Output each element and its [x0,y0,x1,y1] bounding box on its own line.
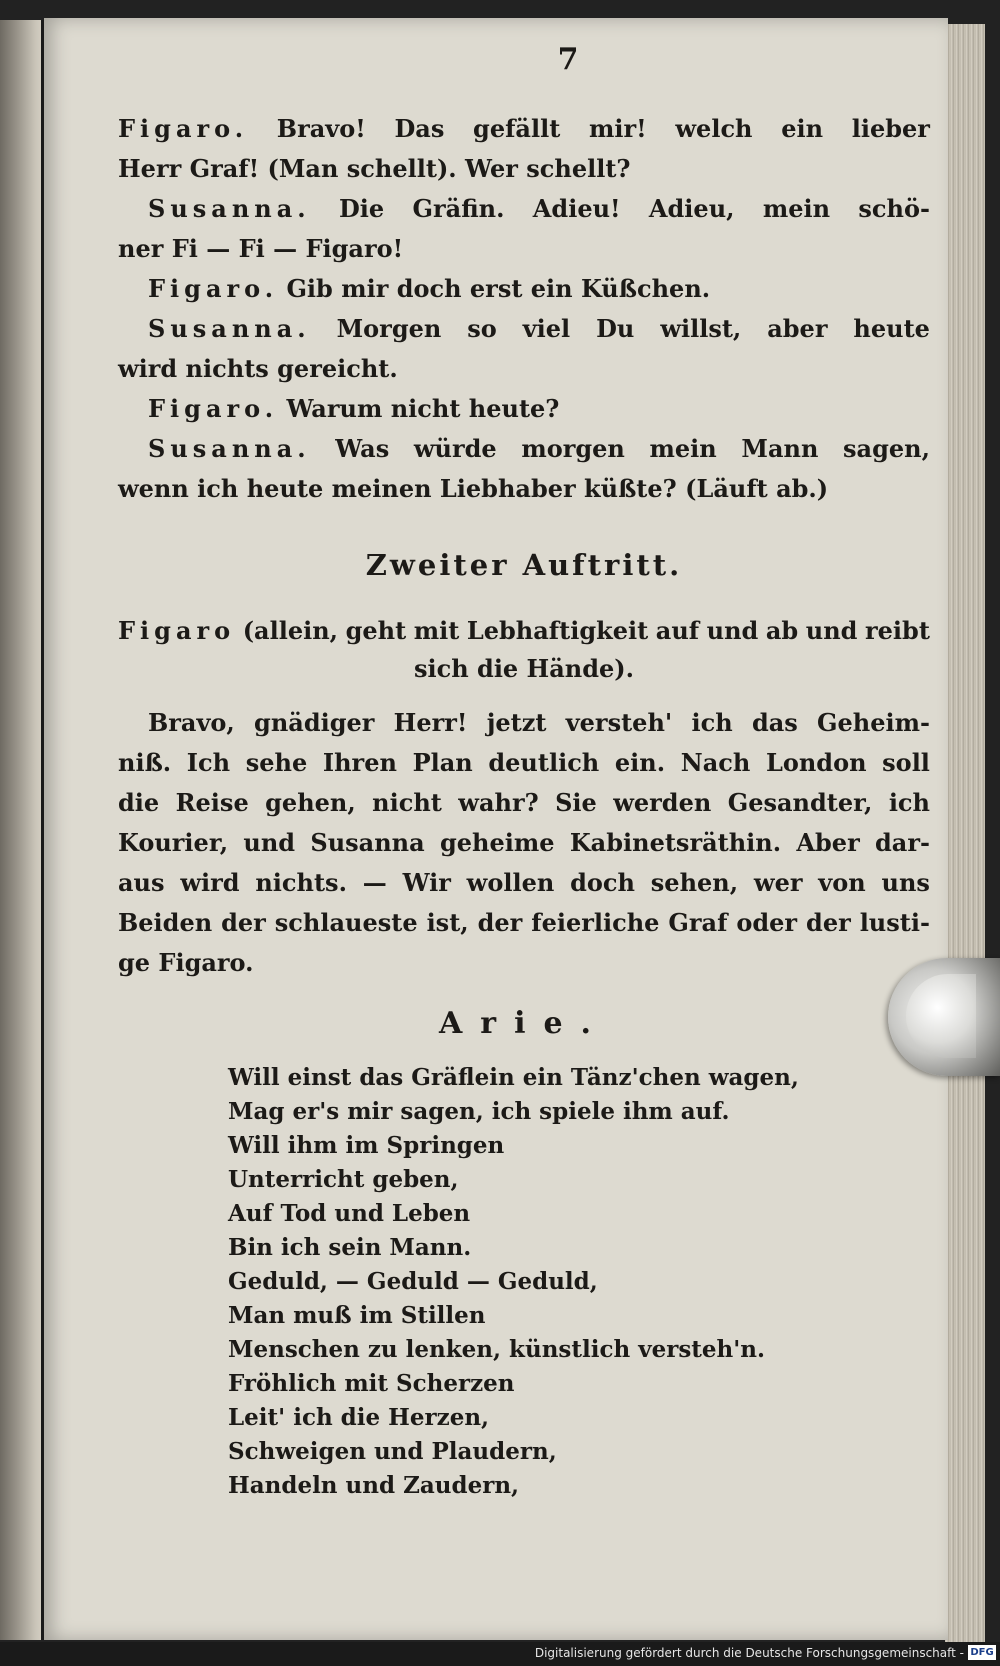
word: nichts. [255,868,347,897]
word: mir! [588,114,647,143]
monologue-line [148,708,930,737]
verse-line: Handeln und Zaudern, [228,1472,520,1499]
word: von [818,868,866,897]
stage-direction-line: sich die Hände). [413,654,634,683]
word: Bravo! [276,114,366,143]
word: sehen, [650,868,739,897]
word: willst, [660,314,742,343]
dialogue-line [148,394,559,423]
word: Du [596,314,635,343]
word: (allein, [242,616,339,645]
dialogue-line: Herr Graf! (Man schellt). Wer schellt? [118,154,631,183]
word: Plan [412,748,473,777]
word: Das [394,114,445,143]
word: Bravo, [148,708,235,737]
scene-heading: Zweiter Auftritt. [365,548,683,582]
speaker-name: Susanna. [148,314,311,343]
word: Kabinetsräthin. [569,828,782,857]
word: ein [781,114,824,143]
word: wahr? [458,788,539,817]
verse-line: Geduld, — Geduld — Geduld, [228,1268,598,1295]
speaker-name: Susanna. [148,194,311,223]
dialogue-line [118,114,930,143]
monologue-line [118,908,930,937]
monologue-line [118,788,930,817]
word: Gesandter, [727,788,873,817]
dialogue-line: wenn ich heute meinen Liebhaber küßte? (Läuft ab.) [118,474,829,503]
word: die [118,788,160,817]
verse-line: Man muß im Stillen [228,1302,486,1329]
dialogue-line [148,314,930,343]
aria-heading: Arie. [438,1006,609,1041]
word: ist, [426,908,469,937]
word: lieber [851,114,930,143]
word: dar- [875,828,930,857]
word: sehe [245,748,308,777]
word: sagen, [843,434,930,463]
word: gnädiger [254,708,375,737]
monologue-line [118,868,930,897]
word: oder [736,908,798,937]
word: Adieu! [532,194,621,223]
word: jetzt [486,708,547,737]
word: Mann [741,434,819,463]
word: Sie [555,788,597,817]
word: Morgen [336,314,442,343]
verse-line: Menschen zu lenken, künstlich versteh'n. [228,1336,766,1363]
word: mein [649,434,717,463]
page-stack-edge [945,24,985,1642]
word: würde [413,434,497,463]
word: schlaueste [274,908,418,937]
word: deutlich [488,748,600,777]
dfg-logo-icon: DFG [968,1645,996,1660]
word: Nach [680,748,751,777]
word: soll [882,748,930,777]
word: Kourier, [118,828,229,857]
word: Geheim- [817,708,930,737]
verse-line: Unterricht geben, [228,1166,459,1193]
speaker-name: Figaro [118,616,236,645]
verse-line: Bin ich sein Mann. [228,1234,472,1261]
word: Was [335,434,390,463]
word: heute [853,314,930,343]
monologue-line [118,748,930,777]
word: Die [338,194,385,223]
word: ab [765,616,799,645]
word: Lebhaftigkeit [466,616,649,645]
dialogue-line [148,274,710,303]
word: London [765,748,867,777]
dialogue-text: Warum nicht heute? [286,394,560,423]
left-page-edge [0,20,44,1640]
word: ich [888,788,930,817]
speaker-name: Figaro. [148,394,279,423]
dialogue-line [148,194,930,223]
word: ein. [614,748,666,777]
word: der [477,908,523,937]
word: und [243,828,296,857]
word: Ihren [322,748,397,777]
word: niß. [118,748,172,777]
word: Herr! [393,708,468,737]
word: und [805,616,858,645]
verse-line: Mag er's mir sagen, ich spiele ihm auf. [228,1098,730,1125]
dialogue-line [148,434,930,463]
verse-line: Auf Tod und Leben [228,1200,471,1227]
word: wollen [466,868,555,897]
word: so [467,314,497,343]
word: mein [762,194,831,223]
dialogue-line: wird nichts gereicht. [118,354,398,383]
stage-direction-line [118,616,930,645]
word: der [221,908,266,937]
word: viel [522,314,571,343]
monologue-line: ge Figaro. [118,948,254,977]
word: aber [767,314,828,343]
verse-line: Will einst das Gräflein ein Tänz'chen wagen, [228,1064,799,1091]
verse-line: Leit' ich die Herzen, [228,1404,490,1431]
word: feierliche [531,908,660,937]
word: und [706,616,759,645]
word: lusti- [859,908,930,937]
word: Gräfin. [412,194,505,223]
word: geht [345,616,407,645]
verse-line: Schweigen und Plaudern, [228,1438,557,1465]
verse-line: Fröhlich mit Scherzen [228,1370,515,1397]
word: werden [613,788,712,817]
word: doch [570,868,635,897]
word: versteh' [565,708,673,737]
word: aus [118,868,165,897]
funding-notice: Digitalisierung gefördert durch die Deutsche Forschungsgemeinschaft - [534,1646,964,1660]
page-clip [888,958,1000,1076]
word: ich [691,708,733,737]
word: geheime [439,828,555,857]
word: — [362,868,387,897]
word: das [751,708,798,737]
speaker-name: Figaro. [118,114,249,143]
page-clip-highlight [906,974,976,1058]
dialogue-line: ner Fi — Fi — Figaro! [118,234,404,263]
word: gefällt [473,114,561,143]
verse-line: Will ihm im Springen [228,1132,505,1159]
word: Ich [186,748,231,777]
page-number: 7 [557,42,579,77]
word: Reise [175,788,249,817]
book-page [44,18,948,1640]
word: nicht [372,788,442,817]
word: der [806,908,851,937]
dialogue-text: Gib mir doch erst ein Küßchen. [286,274,711,303]
word: Adieu, [648,194,735,223]
word: mit [413,616,460,645]
word: wird [180,868,240,897]
word: schö- [858,194,930,223]
monologue-line [118,828,930,857]
word: uns [881,868,930,897]
word: gehen, [265,788,356,817]
word: Graf [668,908,728,937]
speaker-name: Figaro. [148,274,279,303]
word: welch [675,114,753,143]
word: Wir [402,868,451,897]
speaker-name: Susanna. [148,434,311,463]
word: Aber [796,828,860,857]
word: wer [753,868,803,897]
word: Beiden [118,908,213,937]
word: morgen [521,434,625,463]
word: auf [655,616,700,645]
word: Susanna [310,828,425,857]
word: reibt [865,616,930,645]
